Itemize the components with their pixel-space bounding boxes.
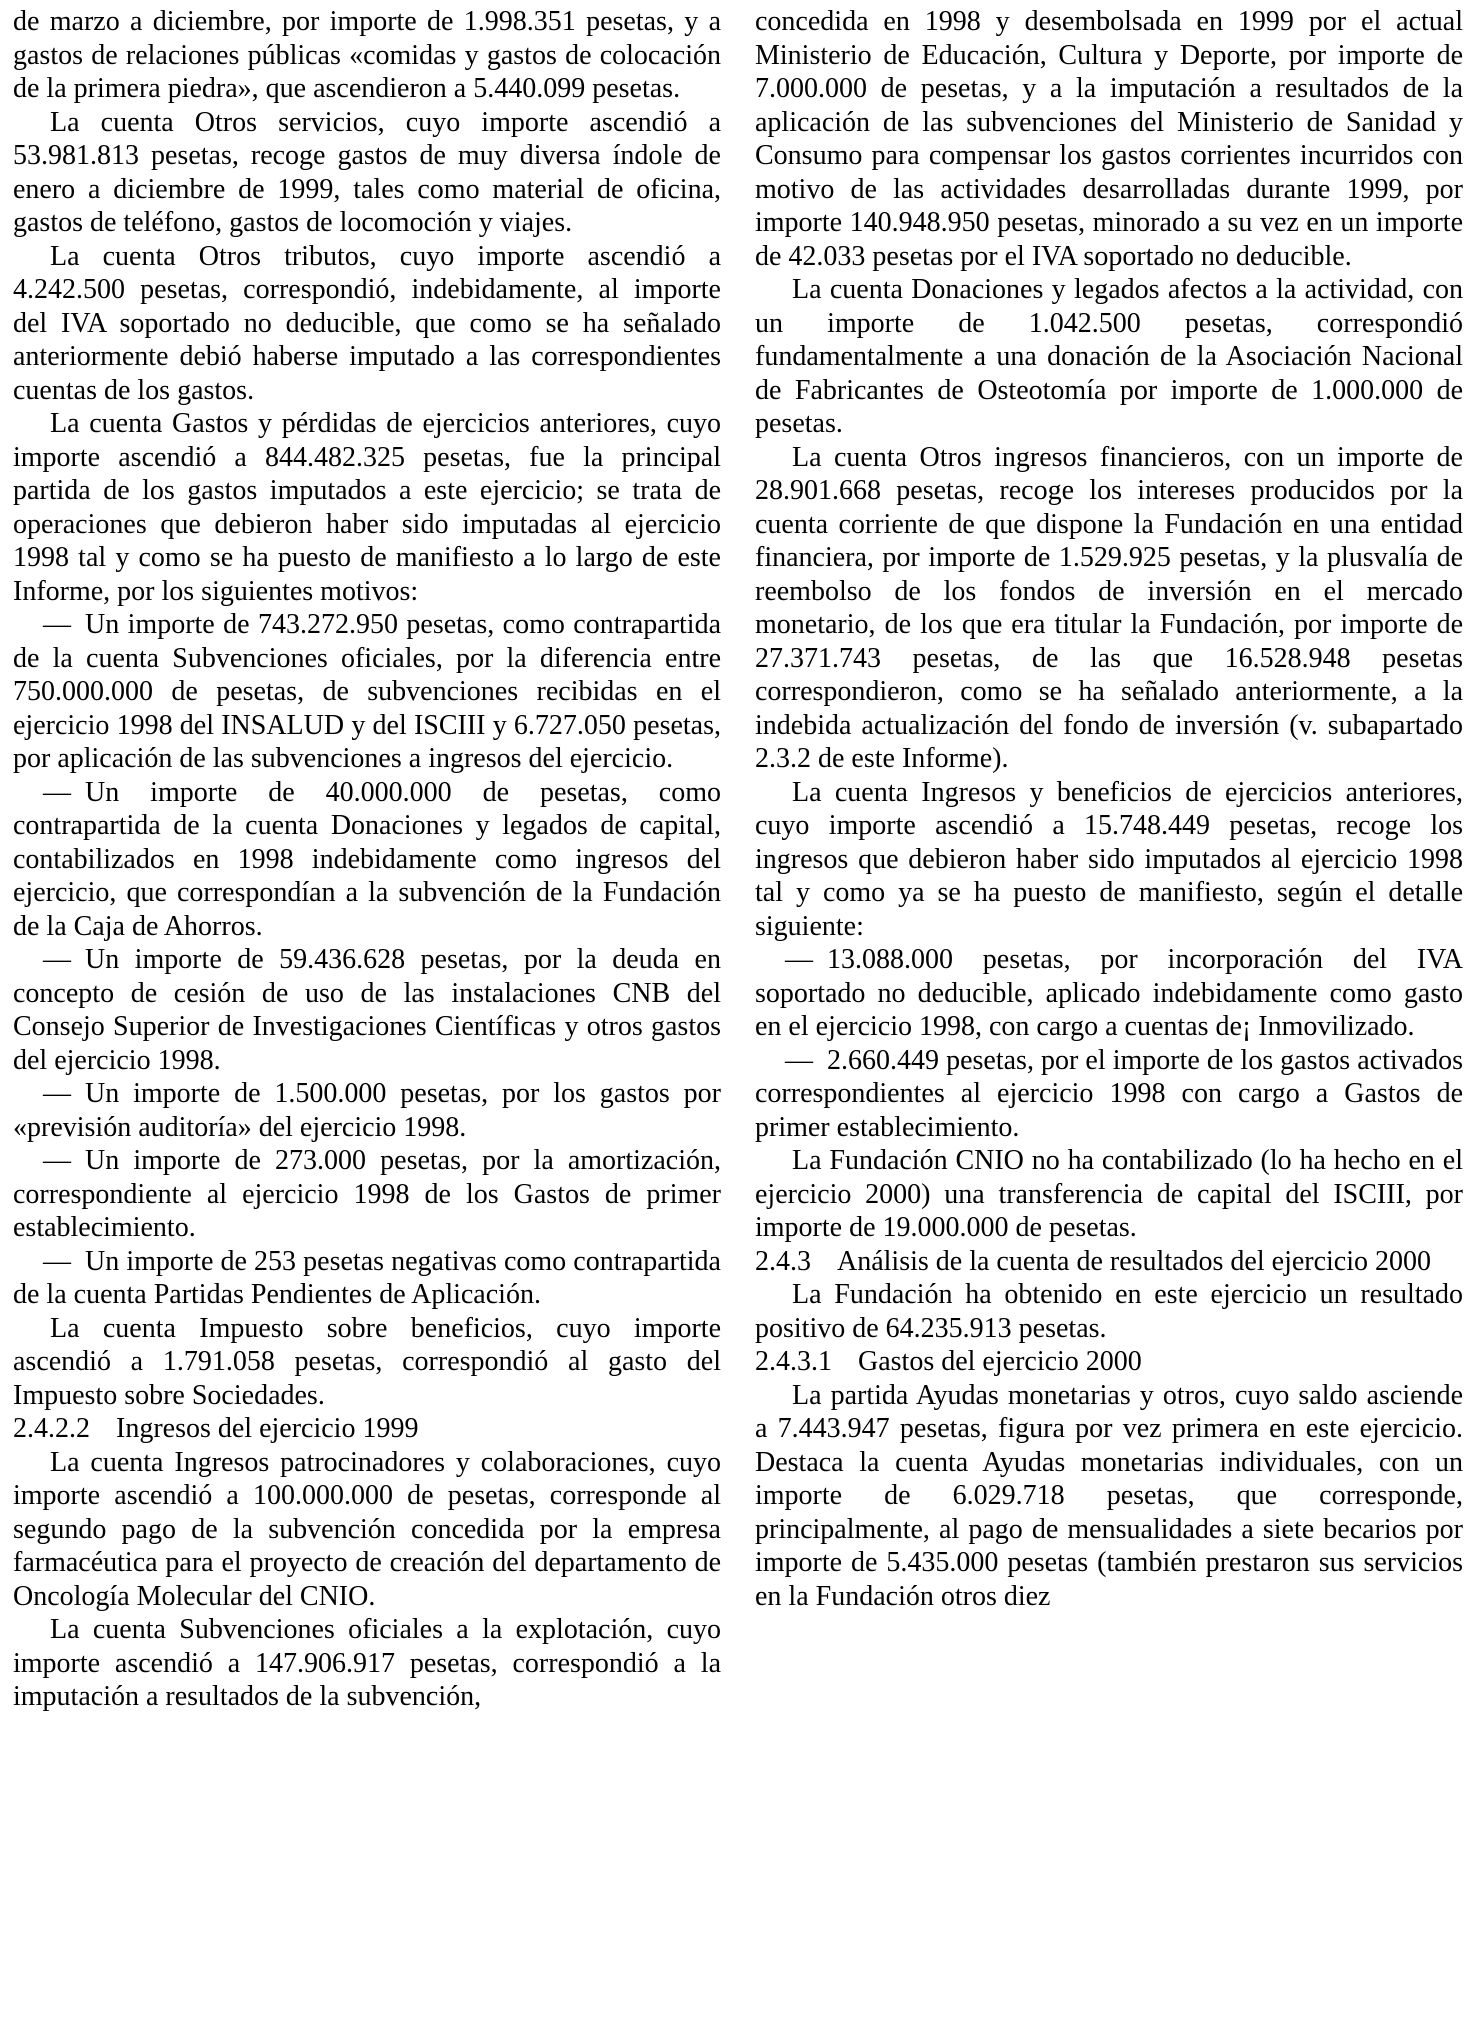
list-item-paragraph: — Un importe de 743.272.950 pesetas, como contrapartida de la cuenta Subvenciones oficiales, por la diferencia entre 750.000.000 de pesetas, de subvenciones recibidas en el ejercicio 1998 del INSALUD y del ISCIII y 6.727.050 pesetas, por aplicación de las subvenciones a ingresos del ejercicio. [13, 609, 721, 774]
paragraph: La cuenta Ingresos y beneficios de ejercicios anteriores, cuyo importe ascendió a 15.748.449 pesetas, recoge los ingresos que debieron haber sido imputados al ejercicio 1998 tal y como ya se ha puesto de manifiesto, según el detalle siguiente: [755, 776, 1463, 942]
paragraph: La cuenta Gastos y pérdidas de ejercicios anteriores, cuyo importe ascendió a 844.482.325 pesetas, fue la principal partida de los gastos imputados a este ejercicio; se trata de operaciones que debieron haber sido imputadas al ejercicio 1998 tal y como se ha puesto de manifiesto a lo largo de este Informe, por los siguientes motivos: [13, 408, 721, 607]
paragraph: concedida en 1998 y desembolsada en 1999 por el actual Ministerio de Educación, Cultura y Deporte, por importe de 7.000.000 de pesetas, y a la imputación a resultados de la aplicación de las subvenciones del Ministerio de Sanidad y Consumo para compensar los gastos corrientes incurridos con motivo de las actividades desarrolladas durante 1999, por importe 140.948.950 pesetas, minorado a su vez en un importe de 42.033 pesetas por el IVA soportado no deducible. [755, 6, 1463, 272]
section-number: 2.4.3.1 [755, 1346, 832, 1377]
section-heading [755, 1245, 1463, 1279]
section-heading [755, 1345, 1463, 1379]
paragraph: La Fundación ha obtenido en este ejercicio un resultado positivo de 64.235.913 pesetas. [755, 1279, 1463, 1344]
paragraph: La cuenta Subvenciones oficiales a la explotación, cuyo importe ascendió a 147.906.917 pesetas, correspondió a la imputación a resultados de la subvención, [13, 1614, 721, 1712]
list-item-paragraph: — Un importe de 1.500.000 pesetas, por los gastos por «previsión auditoría» del ejercicio 1998. [13, 1078, 721, 1143]
list-item-paragraph: — Un importe de 253 pesetas negativas como contrapartida de la cuenta Partidas Pendientes de Aplicación. [13, 1245, 721, 1310]
right-column [755, 5, 1463, 2025]
paragraph: La cuenta Ingresos patrocinadores y colaboraciones, cuyo importe ascendió a 100.000.000 de pesetas, corresponde al segundo pago de la subvención concedida por la empresa farmacéutica para el proyecto de creación del departamento de Oncología Molecular del CNIO. [13, 1446, 721, 1612]
list-item-paragraph: — Un importe de 59.436.628 pesetas, por la deuda en concepto de cesión de uso de las instalaciones CNB del Consejo Superior de Investigaciones Científicas y otros gastos del ejercicio 1998. [13, 944, 721, 1076]
section-number: 2.4.2.2 [13, 1413, 90, 1444]
paragraph: La partida Ayudas monetarias y otros, cuyo saldo asciende a 7.443.947 pesetas, figura por vez primera en este ejercicio. Destaca la cuenta Ayudas monetarias individuales, con un importe de 6.029.718 pesetas, que corresponde, principalmente, al pago de mensualidades a siete becarios por importe de 5.435.000 pesetas (también prestaron sus servicios en la Fundación otros diez [755, 1379, 1463, 1612]
left-column [13, 5, 721, 2025]
list-item-paragraph: — 13.088.000 pesetas, por incorporación del IVA soportado no deducible, aplicado indebidamente como gasto en el ejercicio 1998, con cargo a cuentas de¡ Inmovilizado. [755, 944, 1463, 1042]
paragraph: de marzo a diciembre, por importe de 1.998.351 pesetas, y a gastos de relaciones públicas «comidas y gastos de colocación de la primera piedra», que ascendieron a 5.440.099 pesetas. [13, 6, 721, 104]
section-title: Análisis de la cuenta de resultados del ejercicio 2000 [837, 1245, 1432, 1277]
section-number: 2.4.3 [755, 1245, 811, 1277]
list-item-paragraph: — 2.660.449 pesetas, por el importe de los gastos activados correspondientes al ejercicio 1998 con cargo a Gastos de primer establecimiento. [755, 1044, 1463, 1143]
section-heading [13, 1412, 721, 1446]
list-item-paragraph: — Un importe de 40.000.000 de pesetas, como contrapartida de la cuenta Donaciones y legados de capital, contabilizados en 1998 indebidamente como ingresos del ejercicio, que correspondían a la subvención de la Fundación de la Caja de Ahorros. [13, 776, 721, 942]
section-title: Ingresos del ejercicio 1999 [116, 1413, 419, 1444]
paragraph: La cuenta Otros tributos, cuyo importe ascendió a 4.242.500 pesetas, correspondió, indebidamente, al importe del IVA soportado no deducible, que como se ha señalado anteriormente debió haberse imputado a las correspondientes cuentas de los gastos. [13, 240, 721, 406]
paragraph: La cuenta Impuesto sobre beneficios, cuyo importe ascendió a 1.791.058 pesetas, correspondió al gasto del Impuesto sobre Sociedades. [13, 1312, 721, 1411]
section-title: Gastos del ejercicio 2000 [858, 1346, 1142, 1377]
paragraph: La cuenta Otros servicios, cuyo importe ascendió a 53.981.813 pesetas, recoge gastos de muy diversa índole de enero a diciembre de 1999, tales como material de oficina, gastos de teléfono, gastos de locomoción y viajes. [13, 106, 721, 238]
paragraph: La cuenta Donaciones y legados afectos a la actividad, con un importe de 1.042.500 pesetas, correspondió fundamentalmente a una donación de la Asociación Nacional de Fabricantes de Osteotomía por importe de 1.000.000 de pesetas. [755, 274, 1463, 439]
paragraph: La cuenta Otros ingresos financieros, con un importe de 28.901.668 pesetas, recoge los intereses producidos por la cuenta corriente de que dispone la Fundación en una entidad financiera, por importe de 1.529.925 pesetas, y la plusvalía de reembolso de los fondos de inversión en el mercado monetario, de los que era titular la Fundación, por importe de 27.371.743 pesetas, de las que 16.528.948 pesetas correspondieron, como se ha señalado anteriormente, a la indebida actualización del fondo de inversión (v. subapartado 2.3.2 de este Informe). [755, 441, 1463, 774]
paragraph: La Fundación CNIO no ha contabilizado (lo ha hecho en el ejercicio 2000) una transferencia de capital del ISCIII, por importe de 19.000.000 de pesetas. [755, 1145, 1463, 1243]
list-item-paragraph: — Un importe de 273.000 pesetas, por la amortización, correspondiente al ejercicio 1998 de los Gastos de primer establecimiento. [13, 1145, 721, 1243]
